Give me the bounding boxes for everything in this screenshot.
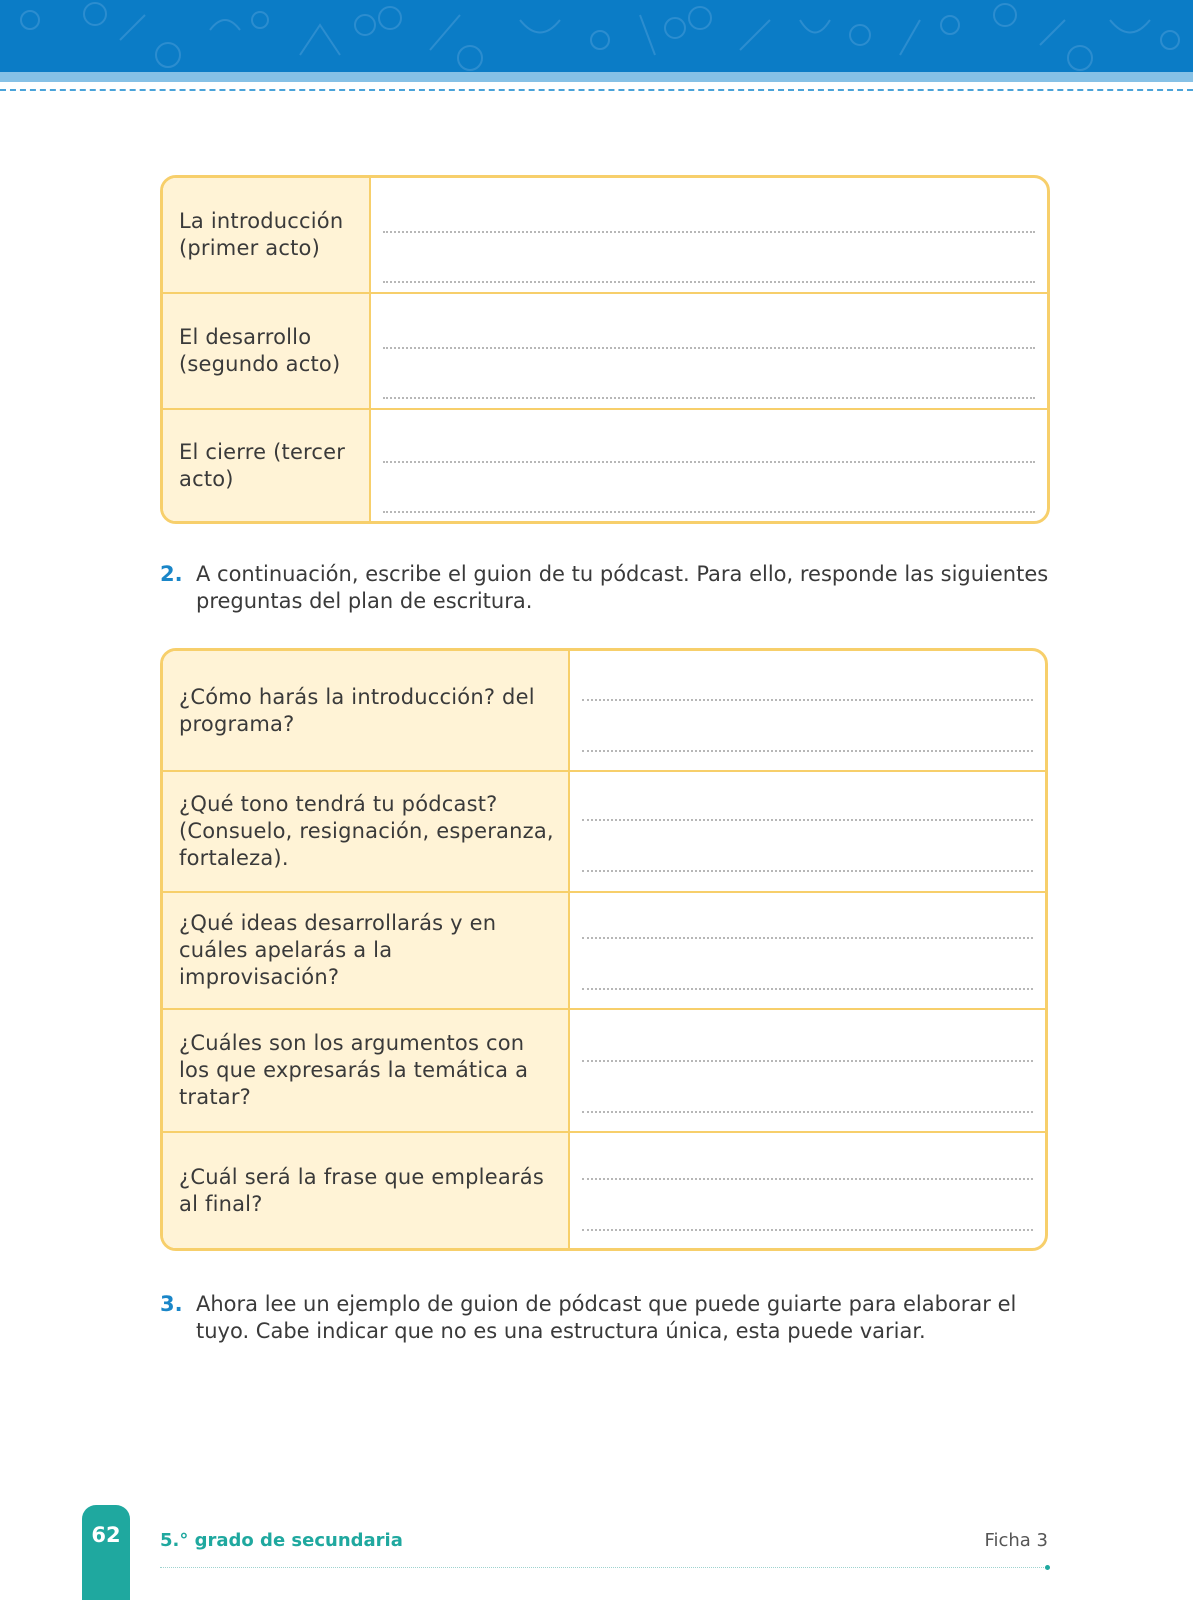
table-row xyxy=(163,410,1047,521)
answer-line xyxy=(582,870,1033,872)
writing-plan-table xyxy=(160,648,1048,1251)
table-row xyxy=(163,772,1045,893)
answer-field[interactable] xyxy=(570,893,1045,1008)
answer-field[interactable] xyxy=(570,1133,1045,1248)
row-label: ¿Cómo harás la introducción? del programa? xyxy=(163,651,570,770)
table-row xyxy=(163,294,1047,410)
answer-line xyxy=(383,461,1035,463)
header-banner xyxy=(0,0,1193,72)
answer-line xyxy=(582,1060,1033,1062)
exercise-number: 2. xyxy=(160,562,183,586)
table-row xyxy=(163,651,1045,772)
row-label: El cierre (tercer acto) xyxy=(163,410,371,521)
answer-line xyxy=(383,347,1035,349)
table-row xyxy=(163,178,1047,294)
row-label: ¿Cuál será la frase que emplearás al final? xyxy=(163,1133,570,1248)
banner-dashed-line xyxy=(0,89,1193,91)
exercise-3 xyxy=(160,1291,1060,1345)
answer-line xyxy=(582,1229,1033,1231)
page-number: 62 xyxy=(91,1523,121,1547)
row-label: ¿Qué tono tendrá tu pódcast? (Consuelo, resignación, esperanza, fortaleza). xyxy=(163,772,570,891)
row-label: ¿Qué ideas desarrollarás y en cuáles apelarás a la improvisación? xyxy=(163,893,570,1008)
row-label: El desarrollo (segundo acto) xyxy=(163,294,371,408)
row-label: La introducción (primer acto) xyxy=(163,178,371,292)
banner-stripe xyxy=(0,72,1193,82)
acts-table xyxy=(160,175,1050,524)
grade-label: 5.° grado de secundaria xyxy=(160,1530,403,1551)
answer-line xyxy=(582,1178,1033,1180)
exercise-number: 3. xyxy=(160,1292,183,1316)
footer-divider xyxy=(160,1567,1048,1568)
answer-field[interactable] xyxy=(570,772,1045,891)
answer-line xyxy=(582,819,1033,821)
table-row xyxy=(163,1010,1045,1133)
answer-line xyxy=(582,699,1033,701)
exercise-2 xyxy=(160,561,1060,615)
exercise-text: Ahora lee un ejemplo de guion de pódcast que puede guiarte para elaborar el tuyo. Cabe indicar que no es una estructura única, esta puede variar. xyxy=(196,1292,1017,1343)
answer-line xyxy=(383,397,1035,399)
doodle-pattern xyxy=(0,0,1193,72)
table-row xyxy=(163,893,1045,1010)
answer-line xyxy=(582,988,1033,990)
answer-field[interactable] xyxy=(570,1010,1045,1131)
answer-line xyxy=(582,750,1033,752)
exercise-text: A continuación, escribe el guion de tu pódcast. Para ello, responde las siguientes preguntas del plan de escritura. xyxy=(196,562,1049,613)
answer-line xyxy=(582,1111,1033,1113)
answer-line xyxy=(383,231,1035,233)
page-number-tab xyxy=(82,1505,130,1600)
answer-field[interactable] xyxy=(371,410,1047,521)
footer-dot xyxy=(1045,1565,1050,1570)
row-label: ¿Cuáles son los argumentos con los que expresarás la temática a tratar? xyxy=(163,1010,570,1131)
table-row xyxy=(163,1133,1045,1248)
answer-line xyxy=(383,511,1035,513)
answer-field[interactable] xyxy=(371,294,1047,408)
answer-line xyxy=(383,281,1035,283)
answer-field[interactable] xyxy=(371,178,1047,292)
ficha-label: Ficha 3 xyxy=(984,1530,1048,1551)
answer-field[interactable] xyxy=(570,651,1045,770)
answer-line xyxy=(582,937,1033,939)
